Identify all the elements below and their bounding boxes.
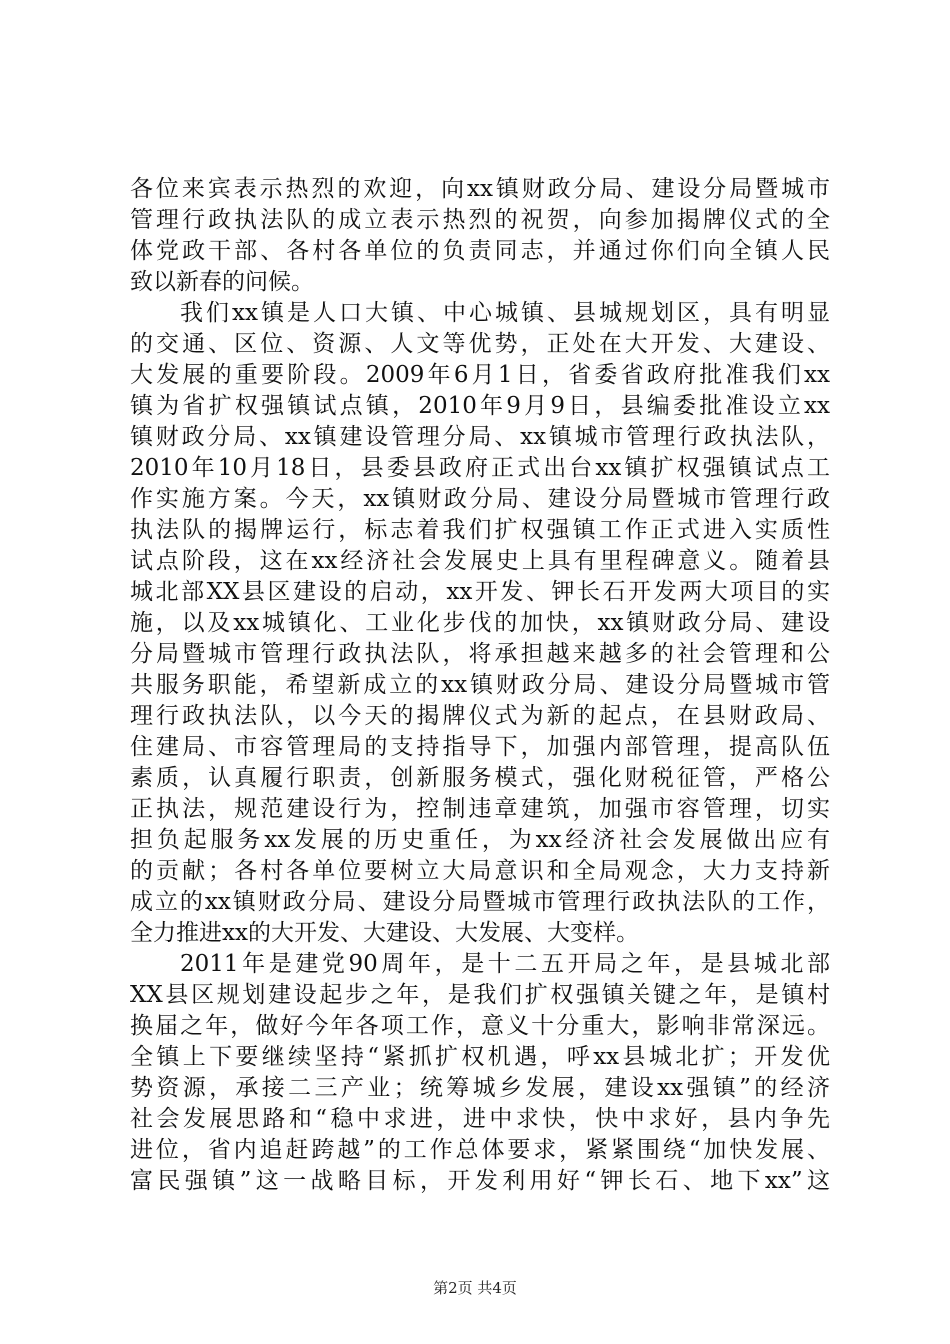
text-line: 作实施方案。今天，xx镇财政分局、建设分局暨城市管理行政 [130,486,830,512]
text-line: 换届之年，做好今年各项工作，意义十分重大，影响非常深远。 [130,1013,830,1039]
text-line: 素质，认真履行职责，创新服务模式，强化财税征管，严格公 [130,765,830,791]
text-line: 致以新春的问候。 [130,269,314,295]
text-line: 镇财政分局、xx镇建设管理分局、xx镇城市管理行政执法队， [130,424,830,450]
text-line: 执法队的揭牌运行，标志着我们扩权强镇工作正式进入实质性 [130,517,830,543]
text-line: 2010年10月18日，县委县政府正式出台xx镇扩权强镇试点工 [130,455,830,481]
text-line: 住建局、市容管理局的支持指导下，加强内部管理，提高队伍 [130,734,830,760]
text-line: 理行政执法队，以今天的揭牌仪式为新的起点，在县财政局、 [130,703,830,729]
text-line: 镇为省扩权强镇试点镇，2010年9月9日，县编委批准设立xx [130,393,830,419]
text-line: XX县区规划建设起步之年，是我们扩权强镇关键之年，是镇村 [130,982,830,1008]
text-line: 各位来宾表示热烈的欢迎，向xx镇财政分局、建设分局暨城市 [130,176,830,202]
text-line: 正执法，规范建设行为，控制违章建筑，加强市容管理，切实 [130,796,830,822]
text-line: 施，以及xx城镇化、工业化步伐的加快，xx镇财政分局、建设 [130,610,830,636]
text-line: 进位，省内追赶跨越”的工作总体要求，紧紧围绕“加快发展、 [130,1137,830,1163]
text-line: 全力推进xx的大开发、大建设、大发展、大变样。 [130,920,639,946]
text-line: 大发展的重要阶段。2009年6月1日，省委省政府批准我们xx [130,362,830,388]
text-line: 2011年是建党90周年，是十二五开局之年，是县城北部 [180,951,830,977]
text-line: 管理行政执法队的成立表示热烈的祝贺，向参加揭牌仪式的全 [130,207,830,233]
text-line: 我们xx镇是人口大镇、中心城镇、县城规划区，具有明显 [180,300,830,326]
text-line: 担负起服务xx发展的历史重任，为xx经济社会发展做出应有 [130,827,830,853]
text-line: 成立的xx镇财政分局、建设分局暨城市管理行政执法队的工作， [130,889,830,915]
text-line: 全镇上下要继续坚持“紧抓扩权机遇，呼xx县城北扩；开发优 [130,1044,830,1070]
text-line: 的交通、区位、资源、人文等优势，正处在大开发、大建设、 [130,331,830,357]
text-line: 分局暨城市管理行政执法队，将承担越来越多的社会管理和公 [130,641,830,667]
text-line: 体党政干部、各村各单位的负责同志，并通过你们向全镇人民 [130,238,830,264]
text-line: 的贡献；各村各单位要树立大局意识和全局观念，大力支持新 [130,858,830,884]
page-footer: 第2页 共4页 [433,1279,517,1297]
text-line: 势资源，承接二三产业；统筹城乡发展，建设xx强镇”的经济 [130,1075,830,1101]
text-line: 试点阶段，这在xx经济社会发展史上具有里程碑意义。随着县 [130,548,830,574]
document-body [130,174,830,1197]
text-line: 社会发展思路和“稳中求进，进中求快，快中求好，县内争先 [130,1106,830,1132]
text-line: 城北部XX县区建设的启动，xx开发、钾长石开发两大项目的实 [130,579,830,605]
text-line: 共服务职能，希望新成立的xx镇财政分局、建设分局暨城市管 [130,672,830,698]
text-line: 富民强镇”这一战略目标，开发利用好“钾长石、地下xx”这 [130,1168,830,1194]
